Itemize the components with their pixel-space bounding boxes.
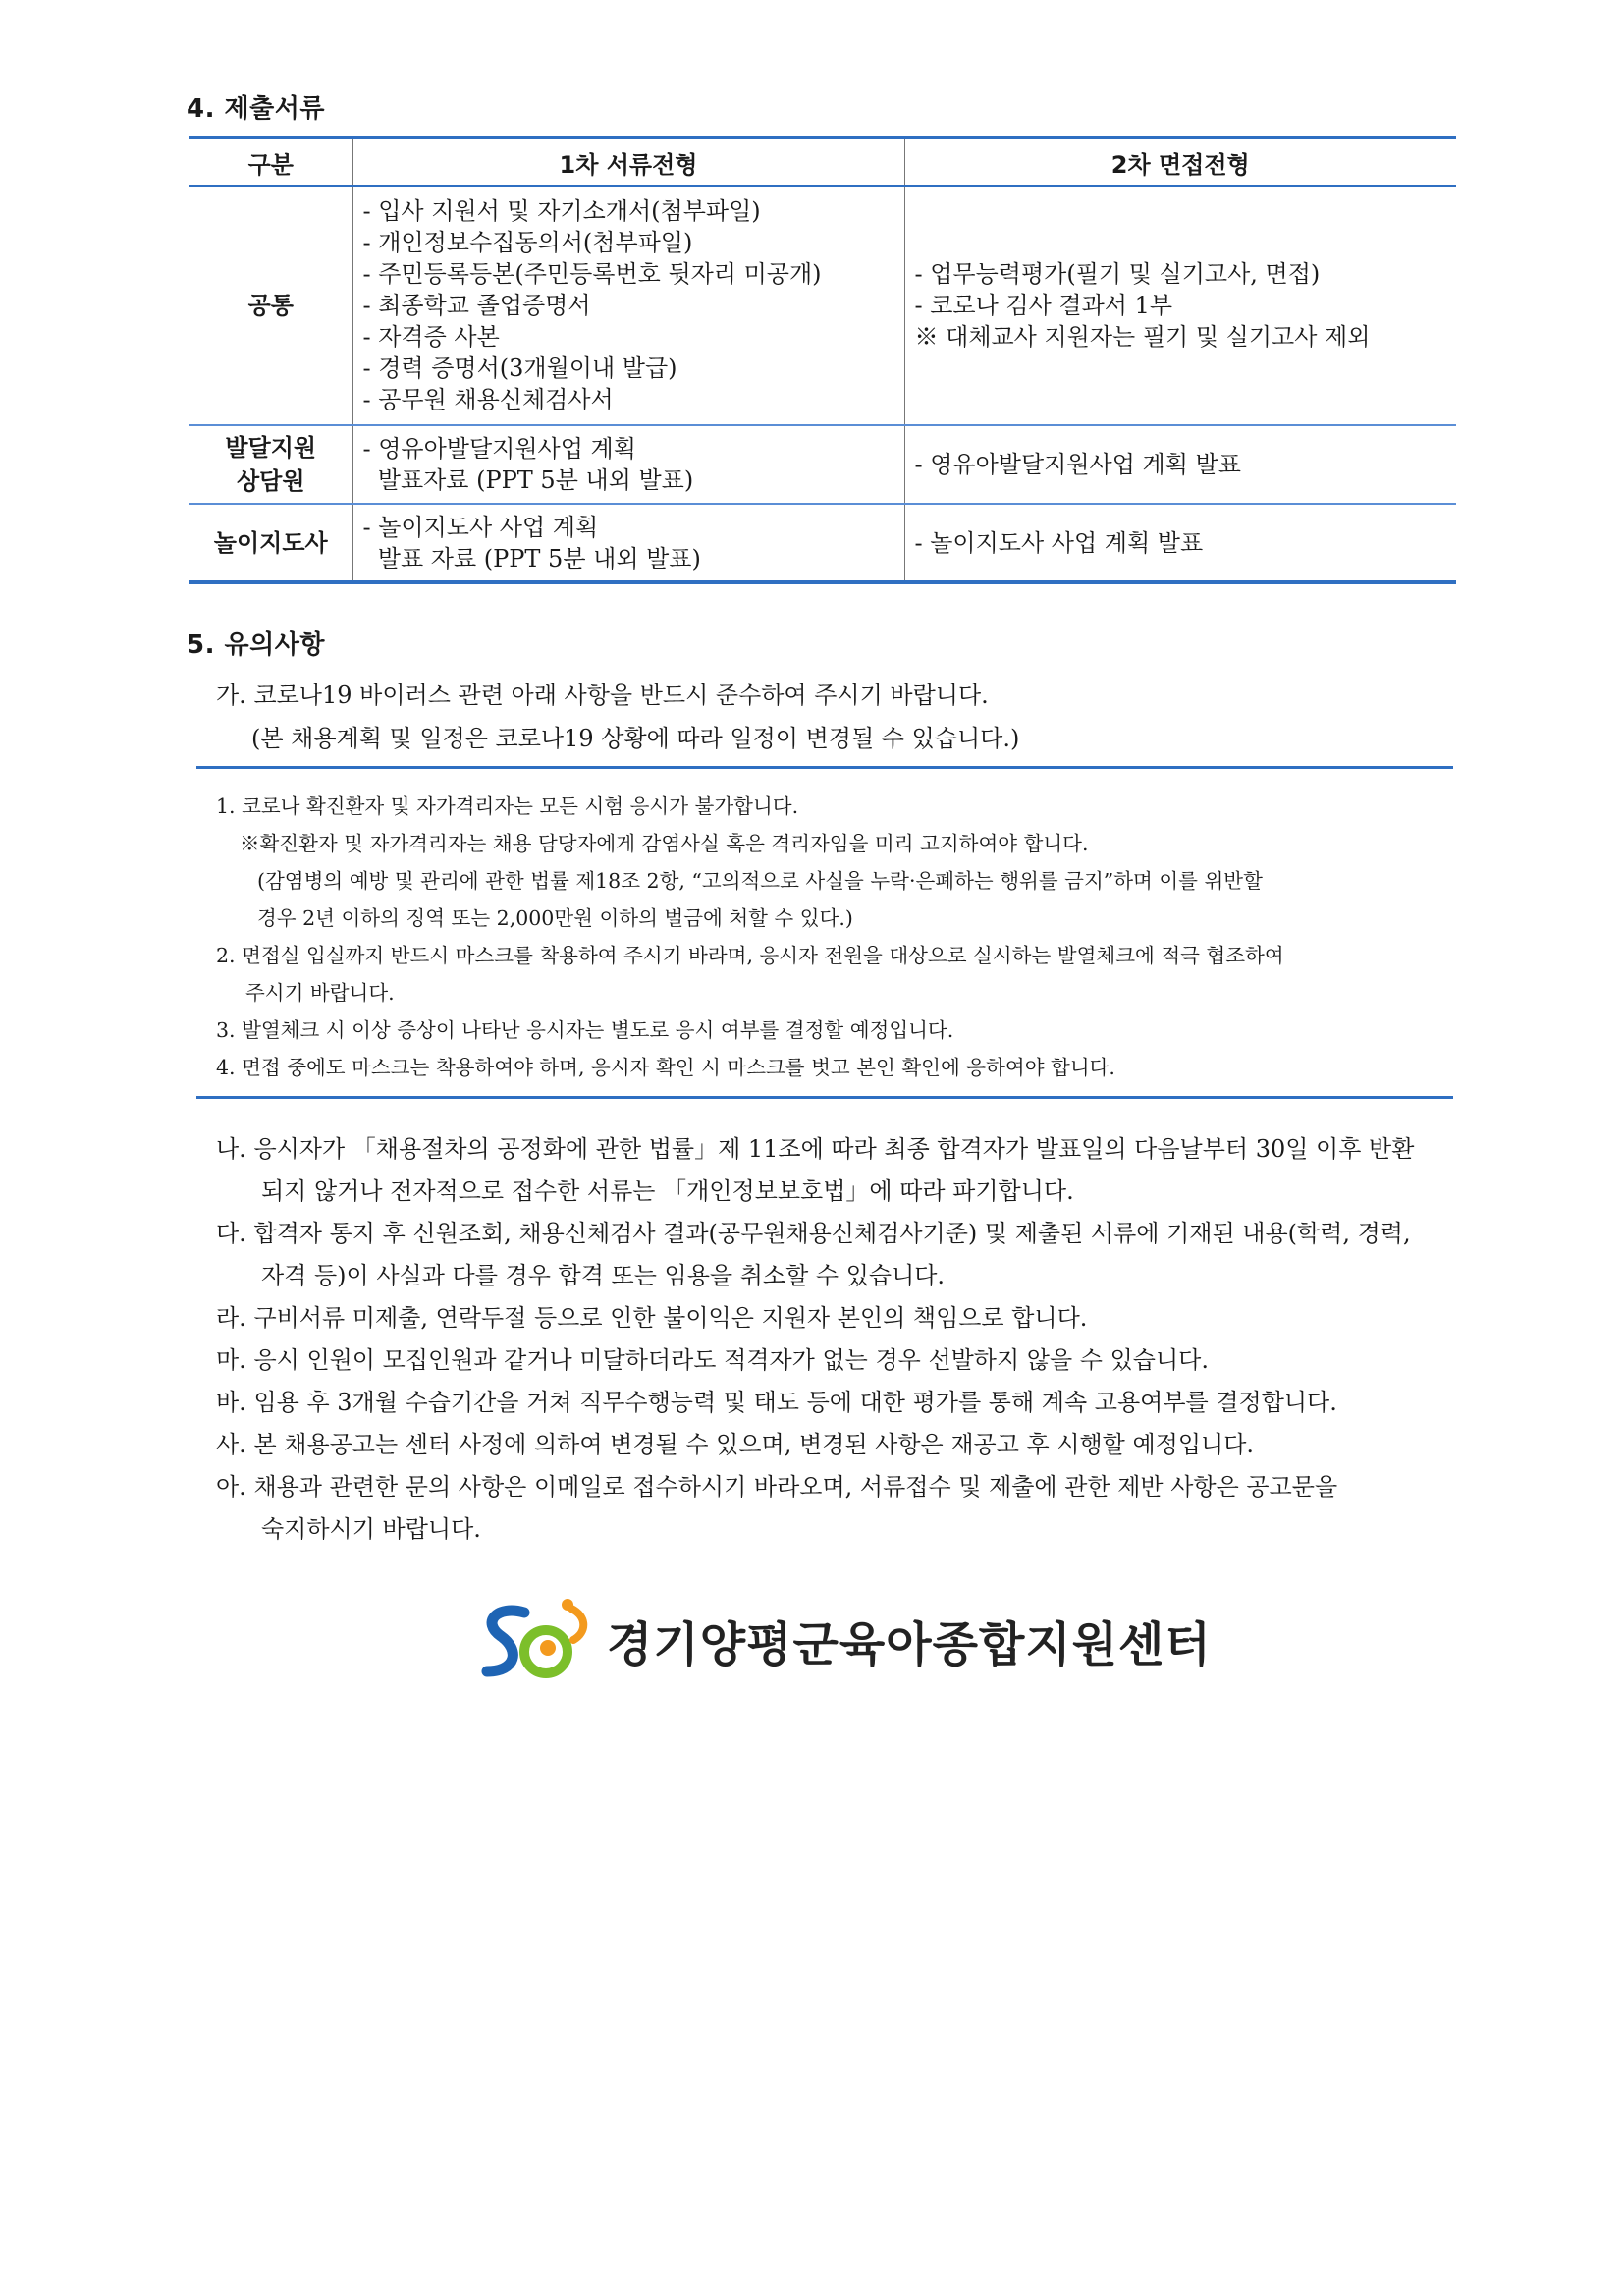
first-round-list (363, 512, 894, 574)
logo-dot (540, 1640, 556, 1656)
list-item: - 업무능력평가(필기 및 실기고사, 면접) (914, 260, 1321, 288)
list-item: - 코로나 검사 결과서 1부 (914, 292, 1173, 319)
section-5-title: 5. 유의사항 (187, 630, 325, 660)
first-round-list (363, 195, 894, 415)
list-item: - 영유아발달지원사업 계획 발표자료 (PPT 5분 내외 발표) (362, 435, 694, 494)
first-round-cell (352, 425, 904, 504)
list-item: ※ 대체교사 지원자는 필기 및 실기고사 제외 (914, 323, 1371, 351)
list-item: - 자격증 사본 (362, 323, 500, 351)
header-category: 구분 (189, 137, 352, 186)
list-item: - 경력 증명서(3개월이내 발급) (362, 355, 677, 382)
covid-box-top-rule (196, 766, 1453, 769)
row-category: 놀이지도사 (189, 504, 352, 582)
notice-ga-line2: (본 채용계획 및 일정은 코로나19 상황에 따라 일정이 변경될 수 있습니다.) (251, 725, 1020, 752)
covid-item: 1. 코로나 확진환자 및 자가격리자는 모든 시험 응시가 불가합니다. (216, 794, 799, 818)
first-round-cell (352, 186, 904, 425)
logo-arc (571, 1609, 583, 1640)
covid-box-bottom-rule (196, 1096, 1453, 1099)
center-logo-icon (477, 1591, 595, 1689)
second-round-list (915, 258, 1447, 353)
section-4-title: 4. 제출서류 (187, 94, 325, 124)
second-round-cell (904, 186, 1456, 425)
notice-ga-line1: 가. 코로나19 바이러스 관련 아래 사항을 반드시 준수하여 주시기 바랍니다. (216, 682, 989, 709)
list-item: - 공무원 채용신체검사서 (362, 386, 614, 413)
second-round-cell (904, 504, 1456, 582)
notice-item: 되지 않거나 전자적으로 접수한 서류는 「개인정보보호법」에 따라 파기합니다. (261, 1177, 1074, 1205)
covid-item: 2. 면접실 입실까지 반드시 마스크를 착용하여 주시기 바라며, 응시자 전원을 대상으로 실시하는 발열체크에 적극 협조하여 (216, 944, 1284, 967)
second-round-cell (904, 425, 1456, 504)
covid-item: ※확진환자 및 자가격리자는 채용 담당자에게 감염사실 혹은 격리자임을 미리 고지하여야 합니다. (240, 832, 1089, 855)
covid-item: 3. 발열체크 시 이상 증상이 나타난 응시자는 별도로 응시 여부를 결정할 예정입니다. (216, 1018, 954, 1042)
header-first-round: 1차 서류전형 (352, 137, 904, 186)
notice-item: 아. 채용과 관련한 문의 사항은 이메일로 접수하시기 바라오며, 서류접수 및 제출에 관한 제반 사항은 공고문을 (216, 1473, 1338, 1501)
table-row (189, 425, 1456, 504)
first-round-list (363, 433, 894, 496)
notice-item: 라. 구비서류 미제출, 연락두절 등으로 인한 불이익은 지원자 본인의 책임으로 합니다. (216, 1304, 1088, 1332)
covid-item: 주시기 바랍니다. (245, 981, 395, 1005)
first-round-cell (352, 504, 904, 582)
table-header-row (189, 137, 1456, 186)
notice-item: 자격 등)이 사실과 다를 경우 합격 또는 임용을 취소할 수 있습니다. (261, 1262, 946, 1289)
table-row (189, 186, 1456, 425)
covid-item: 4. 면접 중에도 마스크는 착용하여야 하며, 응시자 확인 시 마스크를 벗고 본인 확인에 응하여야 합니다. (216, 1056, 1115, 1079)
row-category: 발달지원 상담원 (189, 425, 352, 504)
organization-name: 경기양평군육아종합지원센터 (607, 1617, 1212, 1672)
notice-item: 마. 응시 인원이 모집인원과 같거나 미달하더라도 적격자가 없는 경우 선발하지 않을 수 있습니다. (216, 1346, 1209, 1374)
list-item: - 개인정보수집동의서(첨부파일) (362, 229, 693, 256)
list-item: - 놀이지도사 사업 계획 발표 자료 (PPT 5분 내외 발표) (362, 513, 701, 573)
table-row (189, 504, 1456, 582)
second-round-list (915, 449, 1447, 480)
covid-item: (감염병의 예방 및 관리에 관한 법률 제18조 2항, “고의적으로 사실을 누락·은폐하는 행위를 금지”하며 이를 위반할 (257, 869, 1263, 893)
list-item: - 입사 지원서 및 자기소개서(첨부파일) (362, 197, 761, 225)
notice-item: 나. 응시자가 「채용절차의 공정화에 관한 법률」제 11조에 따라 최종 합격자가 발표일의 다음날부터 30일 이후 반환 (216, 1135, 1415, 1163)
submission-documents-table (189, 136, 1456, 584)
list-item: - 영유아발달지원사업 계획 발표 (914, 451, 1241, 478)
covid-item: 경우 2년 이하의 징역 또는 2,000만원 이하의 벌금에 처할 수 있다.) (257, 906, 853, 930)
second-round-list (915, 527, 1447, 559)
notice-item: 사. 본 채용공고는 센터 사정에 의하여 변경될 수 있으며, 변경된 사항은 재공고 후 시행할 예정입니다. (216, 1431, 1255, 1458)
notice-item: 다. 합격자 통지 후 신원조회, 채용신체검사 결과(공무원채용신체검사기준) 및 제출된 서류에 기재된 내용(학력, 경력, (216, 1220, 1411, 1247)
row-category: 공통 (189, 186, 352, 425)
list-item: - 주민등록등본(주민등록번호 뒷자리 미공개) (362, 260, 822, 288)
list-item: - 놀이지도사 사업 계획 발표 (914, 528, 1204, 557)
notice-item: 바. 임용 후 3개월 수습기간을 거쳐 직무수행능력 및 태도 등에 대한 평가를 통해 계속 고용여부를 결정합니다. (216, 1389, 1337, 1416)
list-item: - 최종학교 졸업증명서 (362, 292, 591, 319)
logo-head (562, 1599, 573, 1611)
logo-s-stroke (487, 1611, 524, 1671)
header-second-round: 2차 면접전형 (904, 137, 1456, 186)
notice-item: 숙지하시기 바랍니다. (261, 1515, 481, 1543)
